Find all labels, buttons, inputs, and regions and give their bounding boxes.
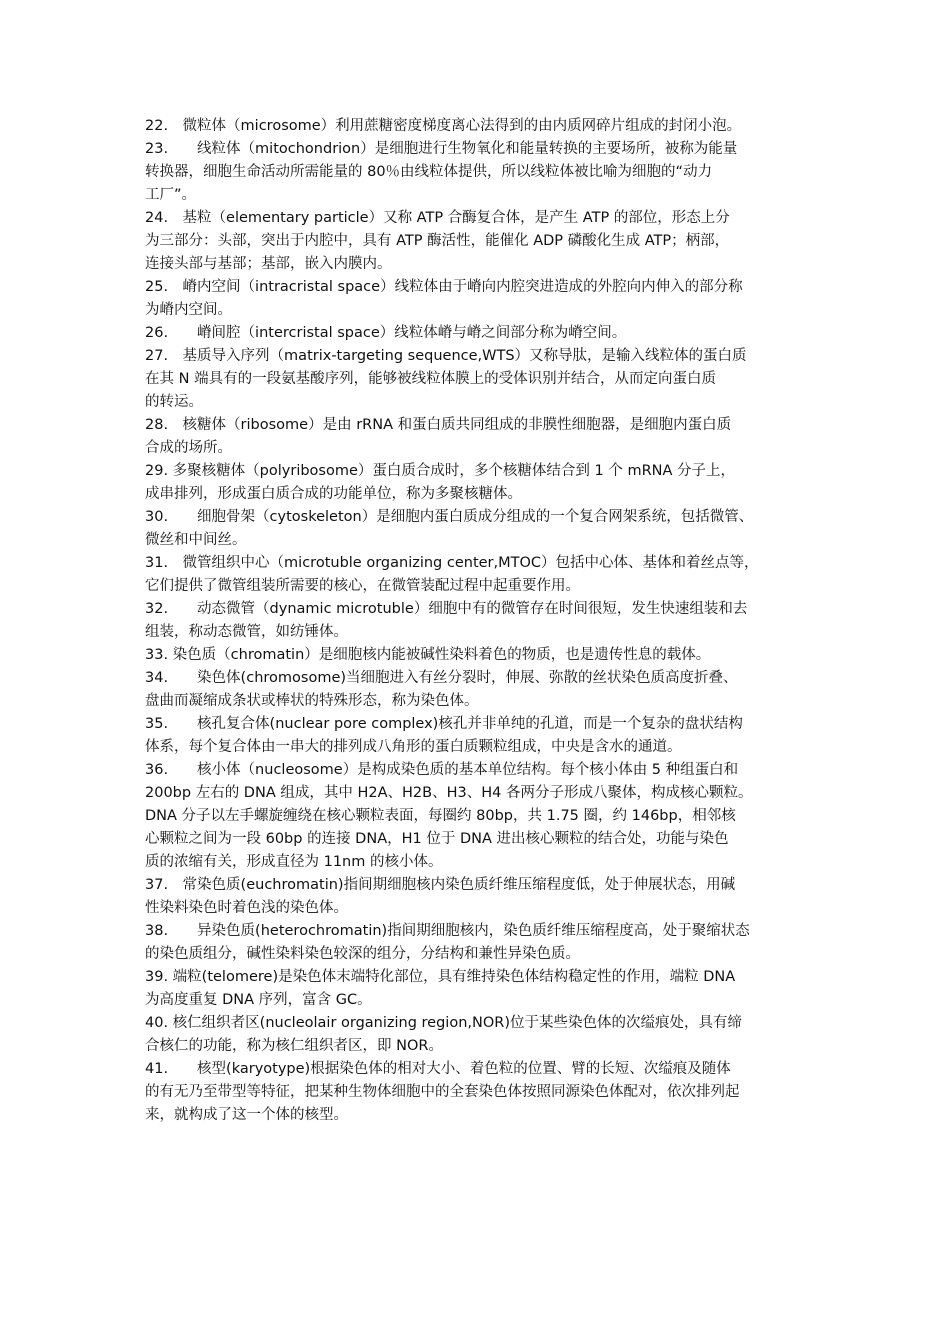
entry-line: 性染料染色时着色浅的染色体。 bbox=[145, 900, 348, 916]
definition-entry bbox=[145, 207, 830, 276]
entry-line: 组装，称动态微管，如纺锤体。 bbox=[145, 624, 348, 640]
definition-entry bbox=[145, 713, 830, 759]
definition-entry bbox=[145, 644, 830, 667]
entry-line: 29. 多聚核糖体（polyribosome）蛋白质合成时，多个核糖体结合到 1 个 mRNA 分子上， bbox=[145, 463, 736, 479]
definition-entry bbox=[145, 322, 830, 345]
entry-line: 心颗粒之间为一段 60bp 的连接 DNA，H1 位于 DNA 进出核心颗粒的结合处，功能与染色 bbox=[145, 831, 729, 847]
entry-line: 在其 N 端具有的一段氨基酸序列，能够被线粒体膜上的受体识别并结合，从而定向蛋白质 bbox=[145, 371, 717, 387]
definition-entry bbox=[145, 667, 830, 713]
entry-line: 24. 基粒（elementary particle）又称 ATP 合酶复合体，是产生 ATP 的部位，形态上分 bbox=[145, 210, 730, 226]
definition-entry bbox=[145, 414, 830, 460]
entry-line: 的有无乃至带型等特征，把某种生物体细胞中的全套染色体按照同源染色体配对，依次排列起 bbox=[145, 1084, 740, 1100]
definition-entry bbox=[145, 1058, 830, 1127]
definition-entry bbox=[145, 506, 830, 552]
definition-entry bbox=[145, 276, 830, 322]
entry-line: 22. 微粒体（microsome）利用蔗糖密度梯度离心法得到的由内质网碎片组成的封闭小泡。 bbox=[145, 118, 742, 134]
definition-entry bbox=[145, 345, 830, 414]
entry-line: 30. 细胞骨架（cytoskeleton）是细胞内蛋白质成分组成的一个复合网架系统，包括微管、 bbox=[145, 509, 754, 525]
definition-entry bbox=[145, 460, 830, 506]
entry-line: 微丝和中间丝。 bbox=[145, 532, 247, 548]
entry-line: 27. 基质导入序列（matrix-targeting sequence,WTS）又称导肽，是输入线粒体的蛋白质 bbox=[145, 348, 747, 364]
entry-line: 质的浓缩有关，形成直径为 11nm 的核小体。 bbox=[145, 854, 443, 870]
entry-line: 为三部分：头部，突出于内腔中，具有 ATP 酶活性，能催化 ADP 磷酸化生成 ATP；柄部， bbox=[145, 233, 730, 249]
entry-line: 33. 染色质（chromatin）是细胞核内能被碱性染料着色的物质，也是遗传性息的载体。 bbox=[145, 647, 711, 663]
entry-line: 35. 核孔复合体(nuclear pore complex)核孔并非单纯的孔道，而是一个复杂的盘状结构 bbox=[145, 716, 743, 732]
entry-line: 为高度重复 DNA 序列，富含 GC。 bbox=[145, 992, 372, 1008]
entry-line: 来，就构成了这一个体的核型。 bbox=[145, 1107, 348, 1123]
entry-line: 它们提供了微管组装所需要的核心，在微管装配过程中起重要作用。 bbox=[145, 578, 580, 594]
entry-line: 25. 嵴内空间（intracristal space）线粒体由于嵴向内腔突进造成的外腔向内伸入的部分称 bbox=[145, 279, 743, 295]
entry-line: 38. 异染色质(heterochromatin)指间期细胞核内，染色质纤维压缩程度高，处于聚缩状态 bbox=[145, 923, 750, 939]
document-body bbox=[145, 115, 830, 1127]
entry-line: 40. 核仁组织者区(nucleolair organizing region,NOR)位于某些染色体的次缢痕处，具有缔 bbox=[145, 1015, 742, 1031]
entry-line: 的转运。 bbox=[145, 394, 203, 410]
entry-line: 28. 核糖体（ribosome）是由 rRNA 和蛋白质共同组成的非膜性细胞器，是细胞内蛋白质 bbox=[145, 417, 732, 433]
entry-line: 为嵴内空间。 bbox=[145, 302, 232, 318]
entry-line: 合核仁的功能，称为核仁组织者区，即 NOR。 bbox=[145, 1038, 443, 1054]
entry-line: 体系，每个复合体由一串大的排列成八角形的蛋白质颗粒组成，中央是含水的通道。 bbox=[145, 739, 682, 755]
entry-line: 成串排列，形成蛋白质合成的功能单位，称为多聚核糖体。 bbox=[145, 486, 522, 502]
entry-line: DNA 分子以左手螺旋缠绕在核心颗粒表面，每圈约 80bp，共 1.75 圈，约 146bp，相邻核 bbox=[145, 808, 736, 824]
entry-line: 41. 核型(karyotype)根据染色体的相对大小、着色粒的位置、臂的长短、次缢痕及随体 bbox=[145, 1061, 731, 1077]
entry-line: 的染色质组分，碱性染料染色较深的组分，分结构和兼性异染色质。 bbox=[145, 946, 580, 962]
entry-line: 36. 核小体（nucleosome）是构成染色质的基本单位结构。每个核小体由 5 种组蛋白和 bbox=[145, 762, 739, 778]
entry-line: 连接头部与基部；基部，嵌入内膜内。 bbox=[145, 256, 392, 272]
definition-entry bbox=[145, 115, 830, 138]
entry-line: 工厂”。 bbox=[145, 187, 197, 203]
entry-line: 32. 动态微管（dynamic microtuble）细胞中有的微管存在时间很短，发生快速组装和去 bbox=[145, 601, 748, 617]
definition-entry bbox=[145, 920, 830, 966]
definition-entry bbox=[145, 138, 830, 207]
entry-line: 200bp 左右的 DNA 组成，其中 H2A、H2B、H3、H4 各两分子形成八聚体，构成核心颗粒。 bbox=[145, 785, 753, 801]
definition-entry bbox=[145, 966, 830, 1012]
entry-line: 31. 微管组织中心（microtuble organizing center,MTOC）包括中心体、基体和着丝点等， bbox=[145, 555, 759, 571]
definition-entry bbox=[145, 874, 830, 920]
entry-line: 盘曲而凝缩成条状或棒状的特殊形态，称为染色体。 bbox=[145, 693, 479, 709]
definition-entry bbox=[145, 1012, 830, 1058]
definition-entry bbox=[145, 552, 830, 598]
entry-line: 转换器，细胞生命活动所需能量的 80％由线粒体提供，所以线粒体被比喻为细胞的“动力 bbox=[145, 164, 713, 180]
entry-line: 34. 染色体(chromosome)当细胞进入有丝分裂时，伸展、弥散的丝状染色质高度折叠、 bbox=[145, 670, 738, 686]
entry-line: 37. 常染色质(euchromatin)指间期细胞核内染色质纤维压缩程度低，处于伸展状态，用碱 bbox=[145, 877, 736, 893]
definition-entry bbox=[145, 759, 830, 874]
entry-line: 23. 线粒体（mitochondrion）是细胞进行生物氧化和能量转换的主要场所，被称为能量 bbox=[145, 141, 738, 157]
entry-line: 26. 嵴间腔（intercristal space）线粒体嵴与嵴之间部分称为嵴空间。 bbox=[145, 325, 627, 341]
entry-line: 39. 端粒(telomere)是染色体末端特化部位，具有维持染色体结构稳定性的作用，端粒 DNA bbox=[145, 969, 736, 985]
definition-entry bbox=[145, 598, 830, 644]
entry-line: 合成的场所。 bbox=[145, 440, 232, 456]
